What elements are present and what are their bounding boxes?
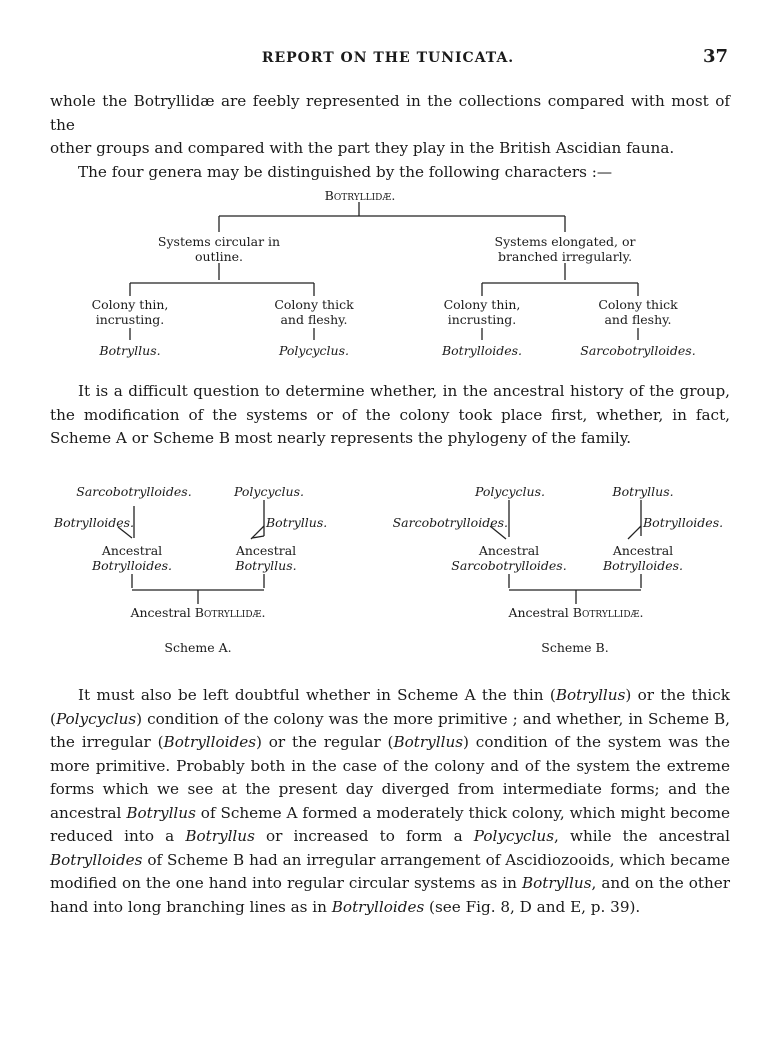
key-leaf-3-character: Colony thin, incrusting. [443, 297, 521, 327]
scheme-b-ancestral-right-genus: Botrylloides. [602, 558, 684, 573]
p3-text-11: (see Fig. 8, D and E, p. 39). [424, 897, 641, 916]
p3-text-6: of Scheme A formed a moderately thick colony, which might become reduced into a [50, 803, 730, 845]
scheme-a-side-left: Botrylloides. [53, 515, 134, 530]
scheme-b-top-left: Polycyclus. [475, 484, 545, 499]
scheme-b-root-name: Botryllidæ. [572, 605, 644, 620]
p3-genus-7: Polycyclus [473, 827, 554, 845]
scheme-a-ancestral-left-label: Ancestral [101, 543, 163, 558]
p3-text-3: ) condition of the colony was the more primitive ; and whether, in Scheme B, the irregular ( [50, 709, 730, 751]
scheme-a-ancestral-left-genus: Botrylloides. [91, 558, 173, 573]
p3-text-7: or increased to form a [254, 827, 474, 845]
key-left-branch-label: Systems circular in outline. [157, 234, 281, 264]
scheme-a-side-right: Botryllus. [266, 515, 328, 530]
key-leaf-1-character: Colony thin, incrusting. [91, 297, 169, 327]
scheme-a-root [118, 605, 278, 620]
p3-text-4: ) or the regular ( [256, 733, 394, 751]
intro-line-3: The four genera may be distinguished by the following characters :— [78, 162, 613, 181]
scheme-b-top-right: Botryllus. [612, 484, 674, 499]
p3-text-8: , while the ancestral [554, 827, 730, 845]
p3-genus-5: Botryllus [126, 803, 196, 822]
page-number: 37 [702, 46, 728, 67]
scheme-a-top-right: Polycyclus. [234, 484, 304, 499]
p3-text-9: of Scheme B had an irregular arrangement of Ascidiozooids, which became modified on the one hand into regular circular systems as in [50, 850, 730, 892]
p3-genus-10: Botrylloides [331, 897, 425, 916]
scheme-b-root [496, 605, 656, 620]
scheme-b-side-left: Sarcobotrylloides. [392, 515, 508, 530]
p3-genus-8: Botrylloides [50, 850, 143, 869]
scheme-b-ancestral-right-label: Ancestral [612, 543, 674, 558]
key-genus-3: Botrylloides. [441, 343, 523, 358]
p3-genus-1: Botryllus [555, 686, 626, 704]
p3-genus-3: Botrylloides [163, 733, 257, 751]
scheme-b-ancestral-left-genus: Sarcobotrylloides. [451, 558, 567, 573]
p3-genus-2: Polycyclus [55, 709, 137, 728]
key-genus-4: Sarcobotrylloides. [580, 343, 696, 358]
scheme-a-caption: Scheme A. [164, 640, 232, 655]
intro-line-2: other groups and compared with the part they play in the British Ascidian fauna. [50, 139, 675, 157]
p3-text-2: ) or the thick ( [50, 686, 730, 728]
paragraph-primitive-condition [50, 684, 730, 919]
scheme-a-top-left: Sarcobotrylloides. [76, 484, 192, 499]
scheme-b-ancestral-left-label: Ancestral [478, 543, 540, 558]
p3-genus-9: Botryllus [521, 874, 592, 892]
paragraph-scheme-question: It is a difficult question to determine whether, in the ancestral history of the group, the modification of the systems or of the colony took place first, whether, in fact, Scheme A or Scheme B most nearly represents the phylogeny of the family. [50, 382, 730, 447]
key-leaf-4-character: Colony thick and fleshy. [598, 297, 678, 327]
scheme-b-caption: Scheme B. [541, 640, 609, 655]
p3-text-5: ) condition of the system was the more primitive. Probably both in the case of the colony and of the system the extreme forms which we see at the present day diverged from intermediate forms; and the ancestral [50, 733, 730, 822]
key-genus-2: Polycyclus. [279, 343, 349, 358]
p3-text-10: , and on the other hand into long branching lines as in [50, 874, 730, 916]
key-right-branch-label: Systems elongated, or branched irregularly. [494, 234, 636, 264]
p3-genus-4: Botryllus [393, 733, 464, 751]
scheme-a-root-prefix: Ancestral [130, 605, 191, 620]
key-root-label: Botryllidæ. [324, 188, 396, 203]
intro-line-1: whole the Botryllidæ are feebly represented in the collections compared with most of the [50, 92, 730, 134]
scheme-a-ancestral-right-label: Ancestral [235, 543, 297, 558]
key-leaf-2-character: Colony thick and fleshy. [274, 297, 354, 327]
scheme-a-ancestral-right-genus: Botryllus. [235, 558, 297, 573]
p3-text-1: It must also be left doubtful whether in Scheme A the thin ( [78, 686, 556, 704]
p3-genus-6: Botryllus [185, 827, 255, 845]
scheme-a-root-name: Botryllidæ. [194, 605, 266, 620]
scheme-b-side-right: Botrylloides. [643, 515, 724, 530]
scheme-b-root-prefix: Ancestral [508, 605, 569, 620]
key-genus-1: Botryllus. [99, 343, 161, 358]
running-header-title: REPORT ON THE TUNICATA. [261, 50, 515, 66]
